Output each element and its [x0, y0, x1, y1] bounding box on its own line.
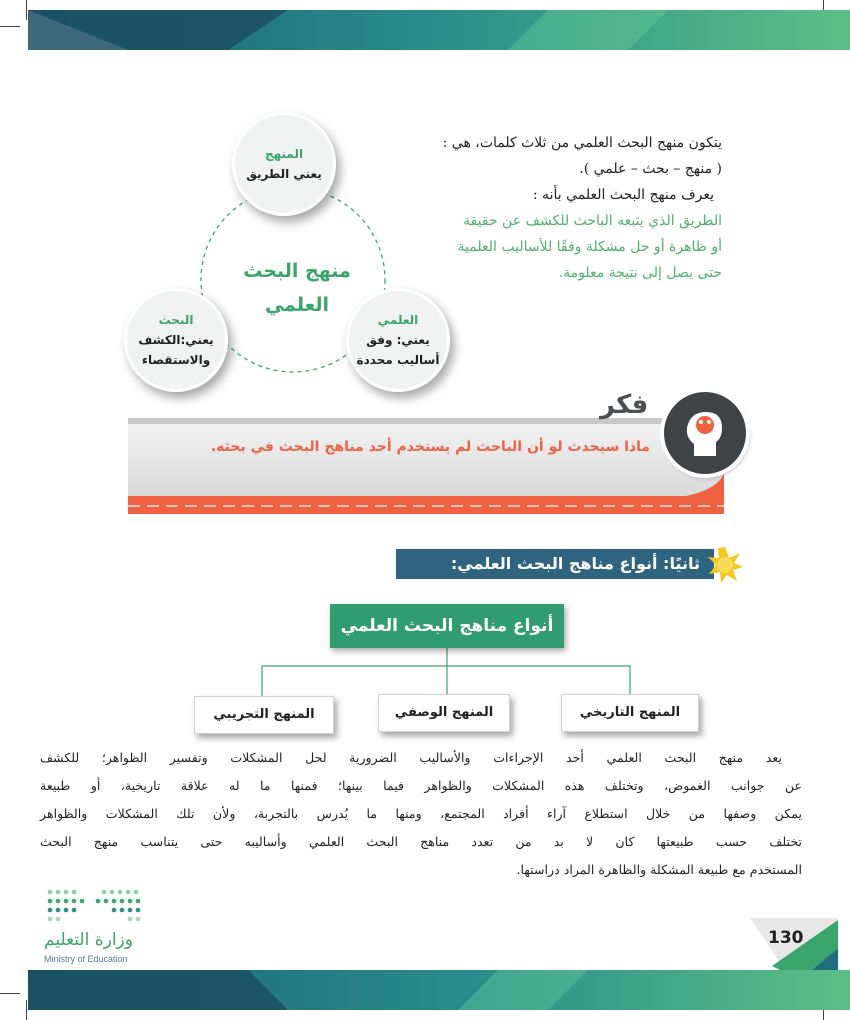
ministry-dots-logo: [44, 886, 148, 924]
definition-line: حتى يصل إلى نتيجة معلومة.: [558, 265, 722, 281]
type-historical-box: المنهج التاريخي: [561, 694, 699, 732]
circle-title: العلمي: [377, 313, 419, 327]
ministry-name-ar: وزارة التعليم: [44, 930, 133, 950]
think-label: فكر: [600, 390, 649, 420]
body-paragraph: [40, 744, 802, 884]
definition-line: الطريق الذي يتبعه الباحث للكشف عن حقيقة: [463, 213, 722, 229]
page-number: 130: [768, 928, 804, 948]
circle-ilmi: [346, 288, 450, 392]
intro-line: ( منهج – بحث – علمي ).: [579, 161, 722, 177]
center-title-line: العلمي: [264, 294, 330, 316]
circle-title: المنهج: [264, 147, 304, 161]
footer-band: [28, 966, 850, 1014]
tree-connectors: [200, 640, 680, 700]
circle-desc: يعني: وفق: [366, 333, 430, 347]
paragraph-line: يعد منهج البحث العلمي أحد الإجراءات والأساليب الضرورية لحل المشكلات وتفسير الظواهر؛ للكشف: [40, 750, 782, 765]
head-brain-icon: [664, 392, 746, 474]
intro-text: [392, 130, 722, 286]
type-descriptive-box: المنهج الوصفي: [378, 694, 510, 732]
crop-mark: [0, 993, 20, 994]
think-question: ماذا سيحدث لو أن الباحث لم يستخدم أحد مناهج البحث في بحثه.: [210, 439, 650, 455]
paragraph-line: عن جوانب الغموض، وتختلف هذه المشكلات والظواهر فيما بينها؛ فمنها ما له علاقة تاريخية، أو طبيعة: [40, 778, 802, 793]
intro-line: يتكون منهج البحث العلمي من ثلاث كلمات، هي :: [442, 135, 722, 151]
section-heading: ثانيًا: أنواع مناهج البحث العلمي:: [396, 549, 714, 579]
think-bar: [126, 410, 726, 516]
types-root-box: أنواع مناهج البحث العلمي: [330, 604, 564, 648]
circle-desc: يعني:الكشف: [138, 333, 214, 347]
circle-title: البحث: [158, 313, 194, 327]
definition-line: أو ظاهرة أو حل مشكلة وفقًا للأساليب العلمية: [457, 239, 722, 255]
crop-mark: [26, 0, 27, 20]
think-head-icon: [664, 392, 746, 474]
paragraph-line: تختلف حسب طبيعتها كان لا بد من تعدد مناهج البحث العلمي وأساليبه حتى يتناسب منهج البحث: [40, 834, 802, 849]
circle-desc: يعني الطريق: [246, 167, 322, 181]
sun-burst-icon: [706, 546, 744, 584]
circle-minhaj: [232, 112, 336, 216]
paragraph-line: المستخدم مع طبيعة المشكلة والظاهرة المراد دراستها.: [516, 862, 802, 877]
circle-bahth: [124, 288, 228, 392]
crop-mark: [26, 1000, 27, 1020]
diagram-center-title: [222, 254, 372, 322]
center-title-line: منهج البحث: [243, 260, 351, 282]
circle-desc: أساليب محددة: [356, 353, 440, 367]
crop-mark: [0, 26, 20, 27]
intro-line: يعرف منهج البحث العلمي بأنه :: [532, 187, 714, 203]
paragraph-line: يمكن وصفها من خلال استطلاع آراء أفراد المجتمع، ومنها ما يُدرس بالتجربة، ولأن تلك المشكلات والظواهر: [40, 806, 802, 821]
ministry-name-en: Ministry of Education: [44, 954, 128, 964]
section-heading-wrap: [394, 548, 744, 580]
circle-desc: والاستقصاء: [141, 353, 211, 367]
type-experimental-box: المنهج التجريبي: [194, 696, 334, 734]
header-band: [28, 6, 850, 54]
